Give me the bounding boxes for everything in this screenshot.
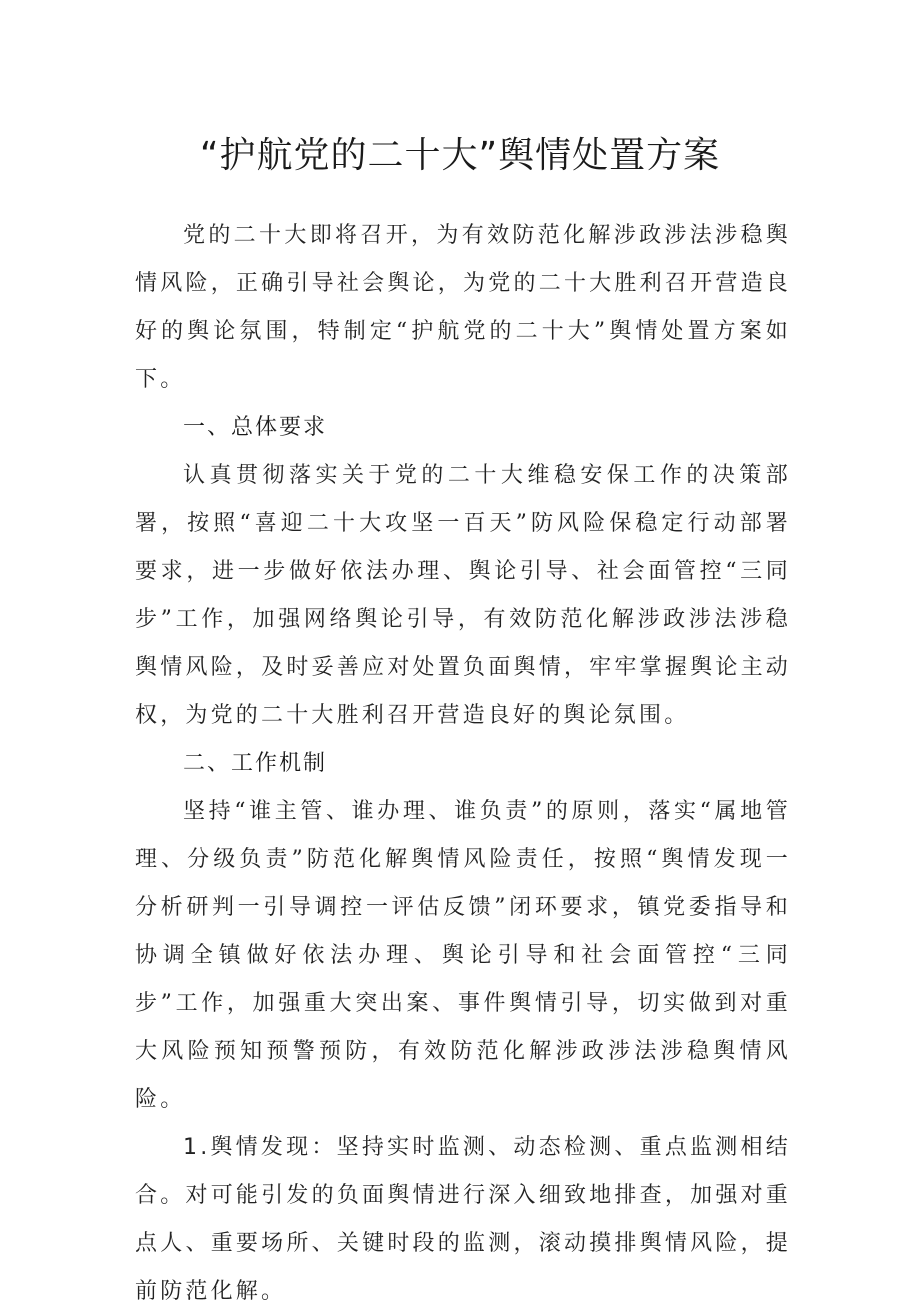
document-title: “护航党的二十大”舆情处置方案	[199, 135, 721, 176]
numbered-item-1-text: 舆情发现：坚持实时监测、动态检测、重点监测相结合。对可能引发的负面舆情进行深入细致地排查，加强对重点人、重要场所、关键时段的监测，滚动摸排舆情风险，提前防范化解。	[135, 1135, 791, 1304]
section-paragraph-work-mechanism: 坚持“谁主管、谁办理、谁负责”的原则，落实“属地管理、分级负责”防范化解舆情风险责任，按照“舆情发现一分析研判一引导调控一评估反馈”闭环要求，镇党委指导和协调全镇做好依法办理、舆论引导和社会面管控“三同步”工作，加强重大突出案、事件舆情引导，切实做到对重大风险预知预警预防，有效防范化解涉政涉法涉稳舆情风险。	[135, 799, 791, 1112]
section-paragraph-general-requirements: 认真贯彻落实关于党的二十大维稳安保工作的决策部署，按照“喜迎二十大攻坚一百天”防风险保稳定行动部署要求，进一步做好依法办理、舆论引导、社会面管控“三同步”工作，加强网络舆论引导，有效防范化解涉政涉法涉稳舆情风险，及时妥善应对处置负面舆情，牢牢掌握舆论主动权，为党的二十大胜利召开营造良好的舆论氛围。	[135, 463, 791, 728]
intro-paragraph: 党的二十大即将召开，为有效防范化解涉政涉法涉稳舆情风险，正确引导社会舆论，为党的二十大胜利召开营造良好的舆论氛围，特制定“护航党的二十大”舆情处置方案如下。	[135, 223, 791, 392]
section-heading-general-requirements: 一、总体要求	[183, 415, 328, 440]
section-heading-work-mechanism: 二、工作机制	[183, 751, 328, 776]
numbered-item-1-label: 1.	[183, 1135, 211, 1160]
numbered-item-1	[135, 1124, 791, 1316]
document-body	[135, 212, 791, 1316]
